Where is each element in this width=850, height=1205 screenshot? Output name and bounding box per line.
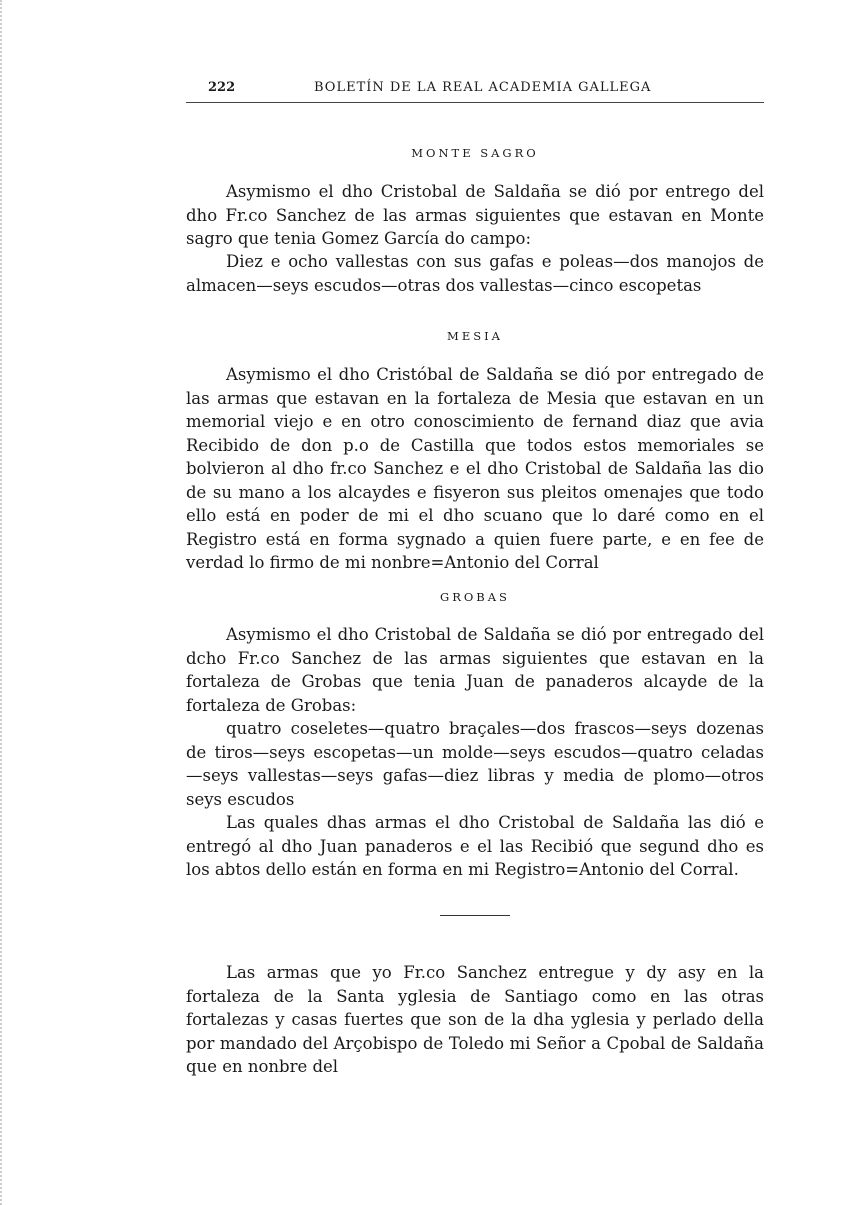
scan-edge <box>0 0 14 1205</box>
paragraph: Asymismo el dho Cristobal de Saldaña se dió por entrego del dho Fr.co Sanchez de las armas siguientes que estavan en Monte sagro que tenia Gomez García do campo: <box>186 182 764 248</box>
paragraph: Diez e ocho vallestas con sus gafas e poleas—dos manojos de almacen—seys escudos—otras dos vallestas—cinco escopetas <box>186 252 764 295</box>
paragraph: Asymismo el dho Cristobal de Saldaña se dió por entregado del dcho Fr.co Sanchez de las armas siguientes que estavan en la fortaleza de Grobas que tenia Juan de panaderos alcayde de la fortaleza de Grobas: <box>186 625 764 715</box>
closing-paragraph: Las armas que yo Fr.co Sanchez entregue y dy asy en la fortaleza de la Santa yglesia de Santiago como en las otras fortalezas y casas fuertes que son de la dha yglesia y perlado della por mandado del Arçobispo de Toledo mi Señor a Cpobal de Saldaña que en nonbre del <box>186 963 764 1076</box>
section-separator <box>440 915 510 916</box>
running-head <box>186 80 764 103</box>
journal-title: BOLETÍN DE LA REAL ACADEMIA GALLEGA <box>314 80 652 95</box>
section-heading-monte-sagro: MONTE SAGRO <box>411 146 539 160</box>
page-number: 222 <box>208 80 236 95</box>
paragraph: quatro coseletes—quatro braçales—dos frascos—seys dozenas de tiros—seys escopetas—un molde—seys escudos—quatro celadas—seys vallestas—seys gafas—diez libras y media de plomo—otros seys escudos <box>186 719 764 809</box>
paragraph: Las quales dhas armas el dho Cristobal de Saldaña las dió e entregó al dho Juan panaderos e el las Recibió que segund dho es los abtos dello están en forma en mi Registro=Antonio del Corral. <box>186 813 764 879</box>
paragraph: Asymismo el dho Cristóbal de Saldaña se dió por entregado de las armas que estavan en la fortaleza de Mesia que estavan en un memorial viejo e en otro conoscimiento de fernand diaz que avia Recibido de don p.o de Castilla que todos estos memoriales se bolvieron al dho fr.co Sanchez e el dho Cristobal de Saldaña las dio de su mano a los alcaydes e fisyeron sus pleitos omenajes que todo ello está en poder de mi el dho scuano que lo daré como en el Registro está en forma sygnado a quien fuere parte, e en fee de verdad lo firmo de mi nonbre=Antonio del Corral <box>186 365 764 572</box>
section-heading-mesia: MESIA <box>447 329 503 343</box>
section-heading-grobas: GROBAS <box>440 590 510 604</box>
